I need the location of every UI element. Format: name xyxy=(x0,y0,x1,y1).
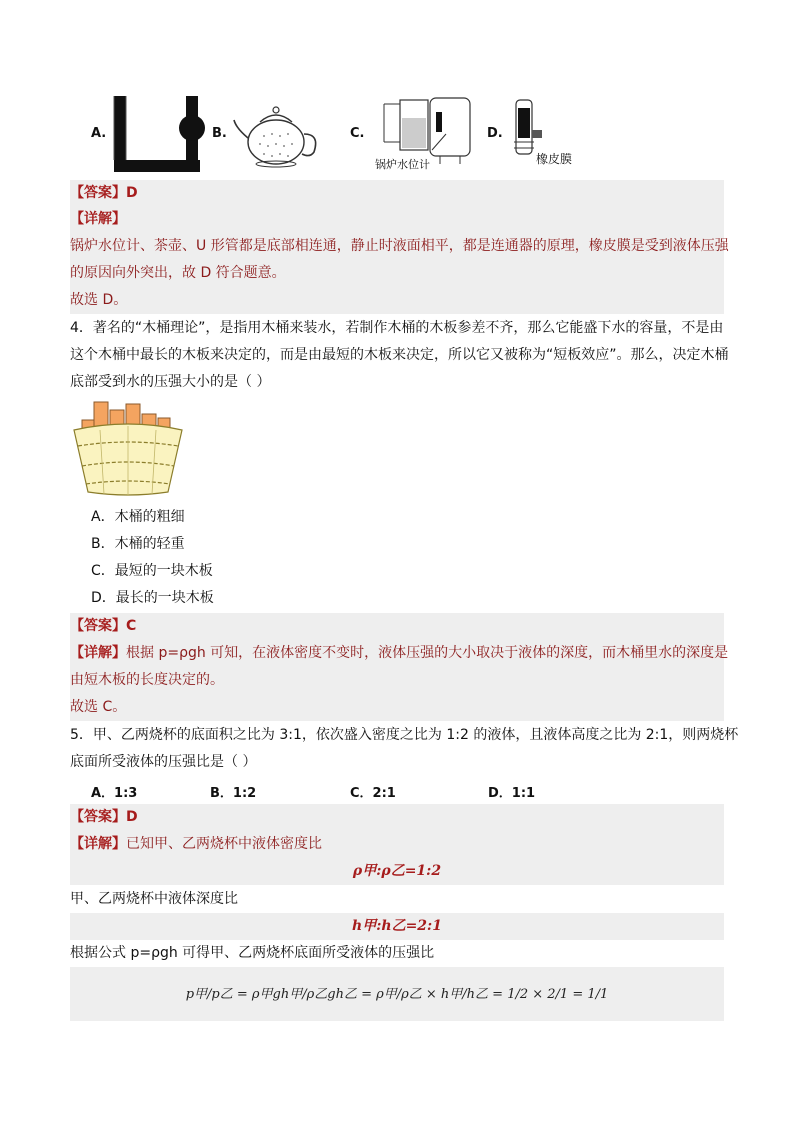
wooden-bucket-image xyxy=(70,398,186,498)
option-d-label: D. xyxy=(487,126,503,141)
q4-detail-line-2: 由短木板的长度决定的。 xyxy=(70,667,724,694)
q4-choice-a: A．木桶的粗细 xyxy=(91,509,185,525)
q3-detail-line-1: 锅炉水位计、茶壶、U 形管都是底部相连通，静止时液面相平，都是连通器的原理，橡皮膜是受到液体压强 xyxy=(70,233,724,260)
u-tube-image xyxy=(110,94,205,174)
teapot-image xyxy=(230,98,322,170)
q4-choice-c: C．最短的一块木板 xyxy=(91,563,213,579)
q5-choice-d: D．1:1 xyxy=(488,786,536,801)
q5-question-line-1: 5．甲、乙两烧杯的底面积之比为 3:1，依次盛入密度之比为 1:2 的液体，且液体高度之比为 2:1，则两烧杯 xyxy=(70,727,739,743)
q5-answer: 【答案】D xyxy=(70,804,724,831)
q4-question-line-2: 这个木桶中最长的木板来决定的，而是由最短的木板来决定，所以它又被称为“短板效应”。那么，决定木桶 xyxy=(70,347,729,363)
option-c-label: C. xyxy=(350,126,365,141)
q5-formula-line: 根据公式 p=ρgh 可得甲、乙两烧杯底面所受液体的压强比 xyxy=(70,945,435,961)
q5-choice-c: C．2:1 xyxy=(350,786,396,801)
q4-question-line-1: 4．著名的“木桶理论”，是指用木桶来装水，若制作木桶的木板参差不齐，那么它能盛下水的容量，不是由 xyxy=(70,320,724,336)
q5-depth-line: 甲、乙两烧杯中液体深度比 xyxy=(70,891,238,907)
q3-detail-header: 【详解】 xyxy=(70,206,724,233)
q4-choice-b: B．木桶的轻重 xyxy=(91,536,185,552)
option-a-label: A. xyxy=(91,126,107,141)
q5-detail-line-1 xyxy=(70,831,724,858)
q5-equation-2: h甲:h乙=2:1 xyxy=(352,918,442,934)
q5-question-line-2: 底面所受液体的压强比是（ ） xyxy=(70,754,257,770)
q5-choice-b: B．1:2 xyxy=(210,786,257,801)
boiler-gauge-caption: 锅炉水位计 xyxy=(375,158,430,171)
q5-equation-1: ρ甲:ρ乙=1:2 xyxy=(352,863,442,879)
q5-equation-2-row xyxy=(70,913,724,940)
q5-detail-label: 【详解】 xyxy=(70,836,126,852)
q4-detail-text: 根据 p=ρgh 可知，在液体密度不变时，液体压强的大小取决于液体的深度，而木桶里水的深度是 xyxy=(126,645,729,661)
q3-conclusion: 故选 D。 xyxy=(70,287,724,314)
q4-conclusion: 故选 C。 xyxy=(70,694,724,721)
q3-answer: 【答案】D xyxy=(70,180,724,207)
q4-detail-line-1 xyxy=(70,640,729,667)
q4-question-line-3: 底部受到水的压强大小的是（ ） xyxy=(70,374,271,390)
q5-detail-text: 已知甲、乙两烧杯中液体密度比 xyxy=(126,836,322,852)
q5-equation-3: p甲/p乙 = ρ甲gh甲/ρ乙gh乙 = ρ甲/ρ乙 × h甲/h乙 = 1/2 × 2/1 = 1/1 xyxy=(185,987,609,1002)
q5-equation-1-row xyxy=(70,858,724,885)
membrane-caption: 橡皮膜 xyxy=(536,152,573,166)
q4-answer: 【答案】C xyxy=(70,613,724,640)
option-b-label: B. xyxy=(212,126,227,141)
q4-detail-label: 【详解】 xyxy=(70,645,126,661)
q3-detail-line-2: 的原因向外突出，故 D 符合题意。 xyxy=(70,260,724,287)
q5-equation-3-row xyxy=(70,967,724,1021)
q5-choice-a: A．1:3 xyxy=(91,786,138,801)
q4-choice-d: D．最长的一块木板 xyxy=(91,590,214,606)
